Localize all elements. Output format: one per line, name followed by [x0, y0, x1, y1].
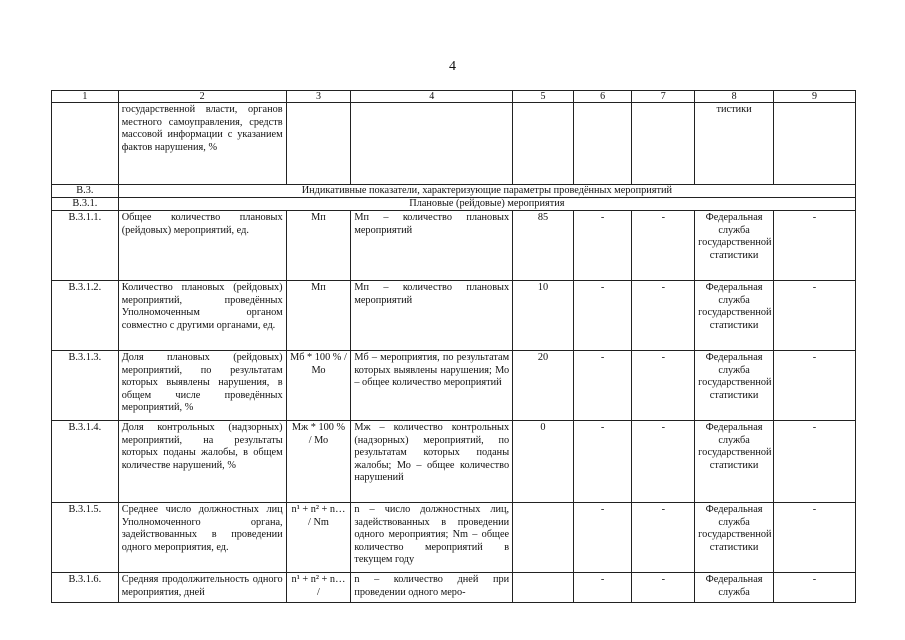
- indicator-name: Среднее число должностных лиц Уполномоченного органа, задействованных в проведении одного мероприятия, ед.: [118, 503, 286, 573]
- col6-cell: -: [573, 211, 632, 281]
- indicator-name: государственной власти, органов местного самоуправления, средств массовой информации с указанием фактов нарушения, %: [118, 103, 286, 185]
- col9-cell: -: [774, 503, 856, 573]
- indicator-name: Средняя продолжительность одного мероприятия, дней: [118, 573, 286, 603]
- description-cell: [351, 103, 513, 185]
- indicator-name: Доля контрольных (надзорных) мероприятий, на результаты которых поданы жалобы, в общем количестве нарушений, %: [118, 421, 286, 503]
- value-cell: 85: [513, 211, 574, 281]
- column-number: 5: [513, 91, 574, 103]
- col6-cell: [573, 103, 632, 185]
- formula-cell: n¹ + n² + n… / Nm: [286, 503, 351, 573]
- source-cell: тистики: [695, 103, 774, 185]
- value-cell: [513, 103, 574, 185]
- description-cell: Мп – количество плановых мероприятий: [351, 281, 513, 351]
- indicator-name: Количество плановых (рейдовых) мероприятий, проведённых Уполномоченным органом совместно с другими органами, ед.: [118, 281, 286, 351]
- col7-cell: -: [632, 211, 695, 281]
- source-cell: Федеральная служба государственной статистики: [695, 211, 774, 281]
- source-cell: Федеральная служба государственной статистики: [695, 503, 774, 573]
- col7-cell: -: [632, 351, 695, 421]
- page-number: 4: [449, 59, 456, 74]
- value-cell: 10: [513, 281, 574, 351]
- source-cell: Федеральная служба государственной статистики: [695, 421, 774, 503]
- col9-cell: -: [774, 281, 856, 351]
- code-cell: В.3.1.1.: [52, 211, 119, 281]
- value-cell: [513, 573, 574, 603]
- formula-cell: Мж * 100 % / Мо: [286, 421, 351, 503]
- section-code: В.3.: [52, 185, 119, 198]
- table-row: [52, 573, 856, 603]
- column-number: 3: [286, 91, 351, 103]
- code-cell: В.3.1.5.: [52, 503, 119, 573]
- table-row: [52, 211, 856, 281]
- code-cell: В.3.1.4.: [52, 421, 119, 503]
- section-row: [52, 185, 856, 198]
- formula-cell: Мп: [286, 281, 351, 351]
- col9-cell: -: [774, 211, 856, 281]
- col6-cell: -: [573, 503, 632, 573]
- description-cell: Мж – количество контрольных (надзорных) мероприятий, по результатам которых поданы жалобы; Мо – общее количество нарушений: [351, 421, 513, 503]
- description-cell: n – количество дней при проведении одного меро-: [351, 573, 513, 603]
- continuation-row: [52, 103, 856, 185]
- col7-cell: [632, 103, 695, 185]
- value-cell: 20: [513, 351, 574, 421]
- col7-cell: -: [632, 503, 695, 573]
- column-number-row: [52, 91, 856, 103]
- indicators-table: [51, 90, 856, 603]
- col6-cell: -: [573, 573, 632, 603]
- formula-cell: n¹ + n² + n… /: [286, 573, 351, 603]
- column-number: 1: [52, 91, 119, 103]
- table-row: [52, 421, 856, 503]
- code-cell: [52, 103, 119, 185]
- col9-cell: [774, 103, 856, 185]
- col6-cell: -: [573, 421, 632, 503]
- col7-cell: -: [632, 281, 695, 351]
- code-cell: В.3.1.6.: [52, 573, 119, 603]
- col9-cell: -: [774, 351, 856, 421]
- subsection-code: В.3.1.: [52, 198, 119, 211]
- value-cell: 0: [513, 421, 574, 503]
- description-cell: Мп – количество плановых мероприятий: [351, 211, 513, 281]
- value-cell: [513, 503, 574, 573]
- table-row: [52, 281, 856, 351]
- col6-cell: -: [573, 351, 632, 421]
- formula-cell: Мп: [286, 211, 351, 281]
- col6-cell: -: [573, 281, 632, 351]
- column-number: 4: [351, 91, 513, 103]
- indicator-name: Общее количество плановых (рейдовых) мероприятий, ед.: [118, 211, 286, 281]
- table-row: [52, 351, 856, 421]
- description-cell: Мб – мероприятия, по результатам которых выявлены нарушения; Мо – общее количество мероприятий: [351, 351, 513, 421]
- col7-cell: -: [632, 573, 695, 603]
- formula-cell: Мб * 100 % / Мо: [286, 351, 351, 421]
- column-number: 6: [573, 91, 632, 103]
- subsection-row: [52, 198, 856, 211]
- description-cell: n – число должностных лиц, задействованных в проведении одного мероприятия; Nm – общее количество мероприятий в текущем году: [351, 503, 513, 573]
- source-cell: Федеральная служба: [695, 573, 774, 603]
- subsection-title: Плановые (рейдовые) мероприятия: [118, 198, 855, 211]
- formula-cell: [286, 103, 351, 185]
- code-cell: В.3.1.3.: [52, 351, 119, 421]
- source-cell: Федеральная служба государственной статистики: [695, 351, 774, 421]
- code-cell: В.3.1.2.: [52, 281, 119, 351]
- section-title: Индикативные показатели, характеризующие параметры проведённых мероприятий: [118, 185, 855, 198]
- column-number: 2: [118, 91, 286, 103]
- indicator-name: Доля плановых (рейдовых) мероприятий, по результатам которых выявлены нарушения, в общем числе проведённых мероприятий, %: [118, 351, 286, 421]
- source-cell: Федеральная служба государственной статистики: [695, 281, 774, 351]
- col9-cell: -: [774, 573, 856, 603]
- col9-cell: -: [774, 421, 856, 503]
- column-number: 8: [695, 91, 774, 103]
- table-row: [52, 503, 856, 573]
- col7-cell: -: [632, 421, 695, 503]
- column-number: 7: [632, 91, 695, 103]
- column-number: 9: [774, 91, 856, 103]
